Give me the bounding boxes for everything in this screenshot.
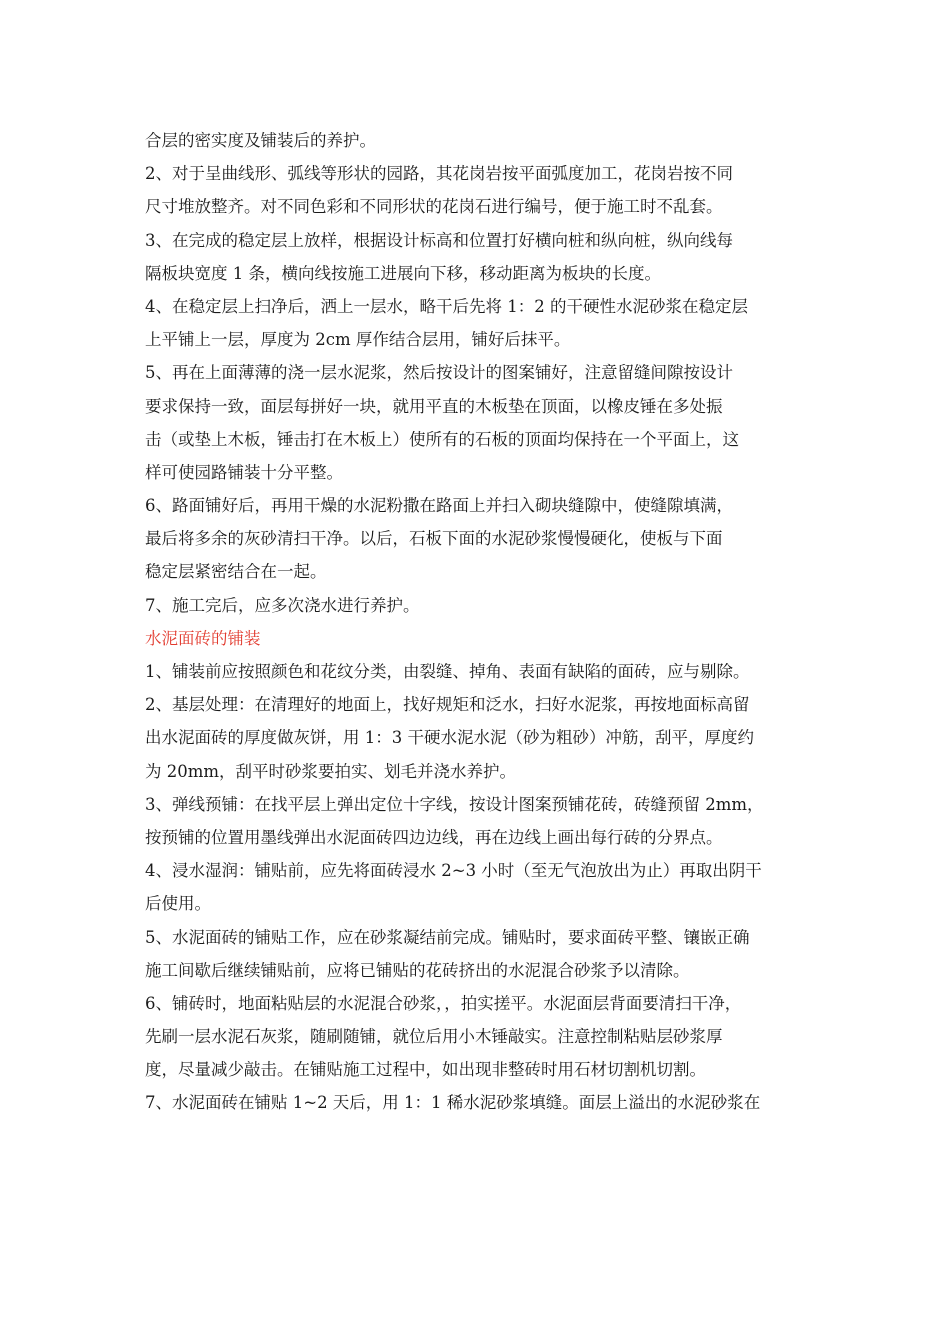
paragraph-line: 1、铺装前应按照颜色和花纹分类，由裂缝、掉角、表面有缺陷的面砖，应与剔除。 — [145, 662, 750, 681]
paragraph-line: 5、再在上面薄薄的浇一层水泥浆，然后按设计的图案铺好，注意留缝间隙按设计 — [145, 363, 733, 383]
section-heading: 水泥面砖的铺装 — [145, 628, 261, 648]
paragraph-line: 4、浸水湿润：铺贴前，应先将面砖浸水 2~3 小时（至无气泡放出为止）再取出阴干 — [145, 861, 762, 881]
paragraph-line: 最后将多余的灰砂清扫干净。以后，石板下面的水泥砂浆慢慢硬化，使板与下面 — [145, 529, 723, 549]
paragraph-line: 7、施工完后，应多次浇水进行养护。 — [145, 595, 420, 615]
paragraph-line: 为 20mm，刮平时砂浆要拍实、划毛并浇水养护。 — [145, 761, 517, 781]
paragraph-line: 2、基层处理：在清理好的地面上，找好规矩和泛水，扫好水泥浆，再按地面标高留 — [145, 695, 750, 715]
paragraph-line: 合层的密实度及铺装后的养护。 — [145, 131, 376, 150]
paragraph-line: 3、在完成的稳定层上放样，根据设计标高和位置打好横向桩和纵向桩，纵向线每 — [145, 230, 733, 250]
paragraph-line: 稳定层紧密结合在一起。 — [145, 562, 327, 582]
paragraph-line: 4、在稳定层上扫净后，洒上一层水，略干后先将 1：2 的干硬性水泥砂浆在稳定层 — [145, 296, 748, 316]
paragraph-line: 要求保持一致，面层每拼好一块，就用平直的木板垫在顶面，以橡皮锤在多处振 — [145, 396, 723, 416]
paragraph-line: 施工间歇后继续铺贴前，应将已铺贴的花砖挤出的水泥混合砂浆予以清除。 — [145, 960, 690, 980]
paragraph-line: 6、路面铺好后，再用干燥的水泥粉撒在路面上并扫入砌块缝隙中，使缝隙填满， — [145, 496, 733, 516]
paragraph-line: 6、铺砖时，地面粘贴层的水泥混合砂浆，，拍实搓平。水泥面层背面要清扫干净， — [145, 993, 742, 1013]
paragraph-line: 2、对于呈曲线形、弧线等形状的园路，其花岗岩按平面弧度加工，花岗岩按不同 — [145, 164, 733, 184]
paragraph-line: 隔板块宽度 1 条，横向线按施工进展向下移，移动距离为板块的长度。 — [145, 263, 661, 283]
paragraph-line: 击（或垫上木板，锤击打在木板上）使所有的石板的顶面均保持在一个平面上，这 — [145, 429, 739, 449]
paragraph-line: 先刷一层水泥石灰浆，随刷随铺，就位后用小木锤敲实。注意控制粘贴层砂浆厚 — [145, 1027, 723, 1047]
paragraph-line: 上平铺上一层，厚度为 2cm 厚作结合层用，铺好后抹平。 — [145, 330, 571, 350]
paragraph-line: 5、水泥面砖的铺贴工作，应在砂浆凝结前完成。铺贴时，要求面砖平整、镶嵌正确 — [145, 927, 750, 947]
paragraph-line: 后使用。 — [145, 894, 211, 914]
paragraph-line: 样可使园路铺装十分平整。 — [145, 462, 343, 482]
paragraph-line: 3、弹线预铺：在找平层上弹出定位十字线，按设计图案预铺花砖，砖缝预留 2mm， — [145, 794, 764, 814]
paragraph-line: 尺寸堆放整齐。对不同色彩和不同形状的花岗石进行编号，便于施工时不乱套。 — [145, 197, 723, 217]
paragraph-line: 7、水泥面砖在铺贴 1~2 天后，用 1：1 稀水泥砂浆填缝。面层上溢出的水泥砂浆在 — [145, 1093, 761, 1113]
paragraph-line: 度，尽量减少敲击。在铺贴施工过程中，如出现非整砖时用石材切割机切割。 — [145, 1060, 706, 1080]
paragraph-line: 按预铺的位置用墨线弹出水泥面砖四边边线，再在边线上画出每行砖的分界点。 — [145, 827, 723, 847]
paragraph-line: 出水泥面砖的厚度做灰饼，用 1：3 干硬水泥水泥（砂为粗砂）冲筋，刮平，厚度约 — [145, 728, 754, 748]
document-body — [145, 124, 810, 1120]
